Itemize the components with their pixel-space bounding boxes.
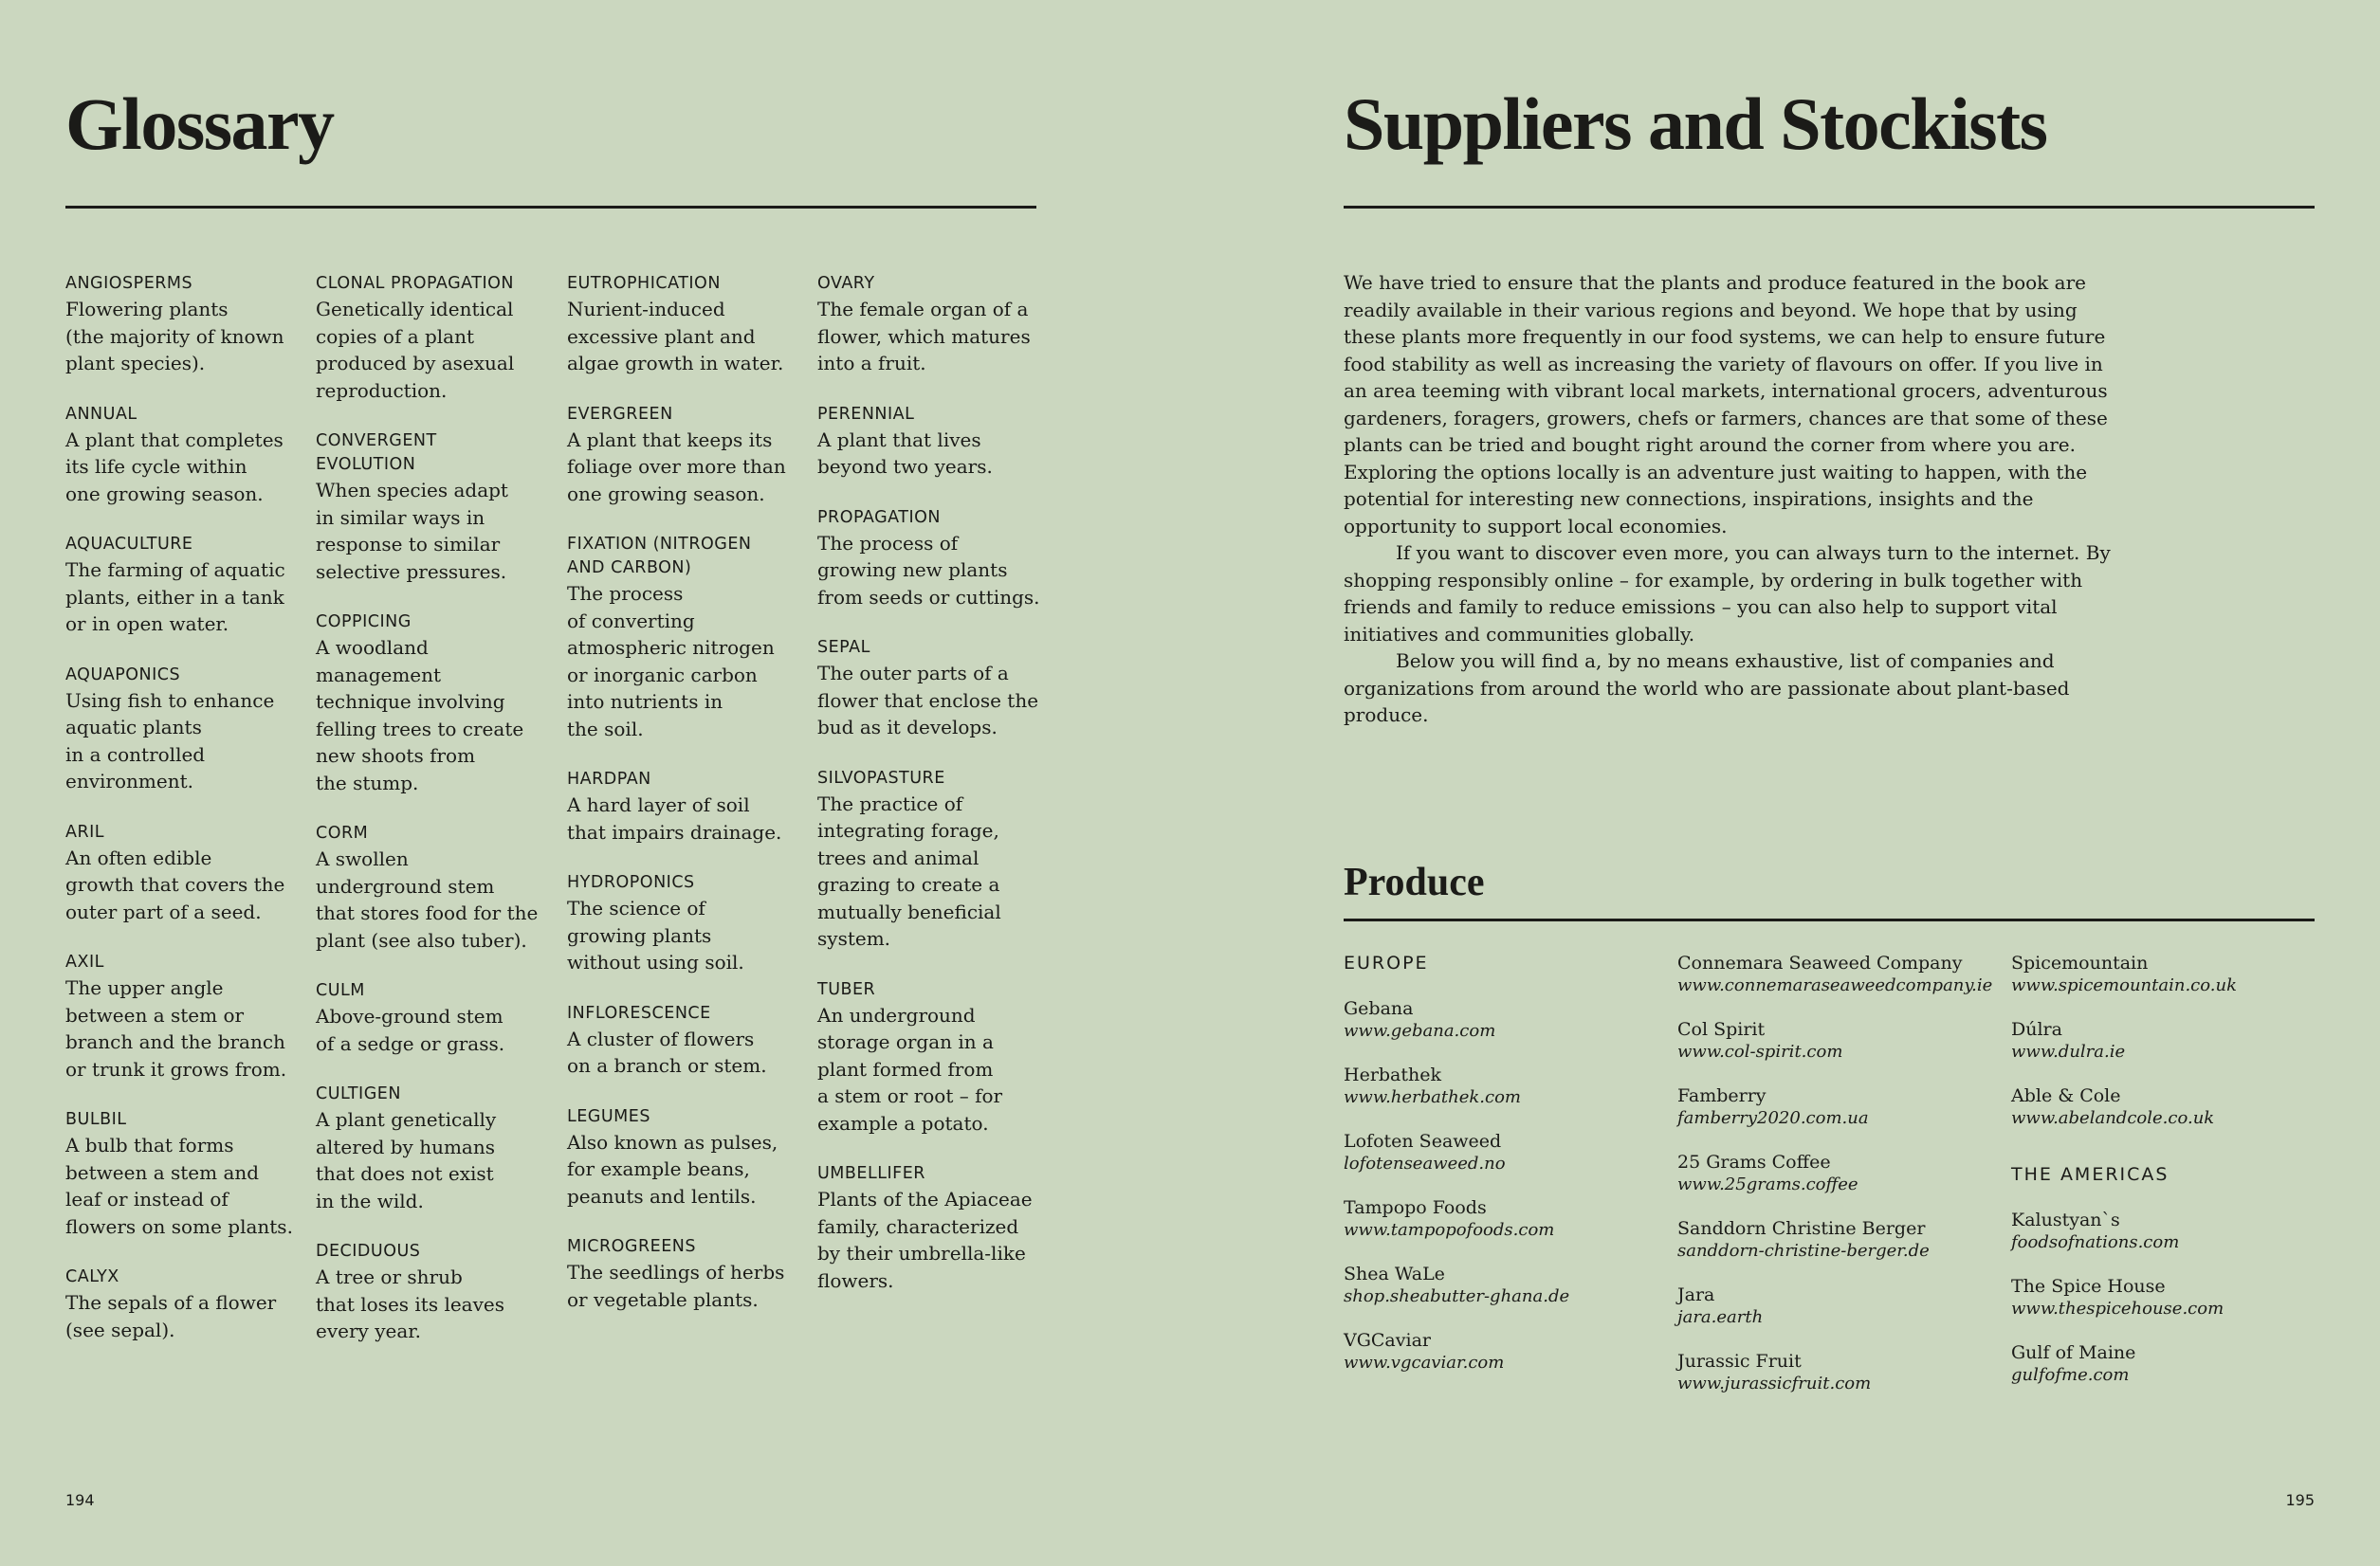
glossary-column-3 [567,272,804,1338]
supplier-entry [1344,1064,1666,1108]
supplier-name: Connemara Seaweed Company [1677,953,1963,974]
glossary-column-1 [65,272,302,1369]
glossary-definition: A woodland management technique involving felling trees to create new shoots from the stump. [316,636,524,794]
supplier-url[interactable]: www.spicemountain.co.uk [2011,975,2238,995]
glossary-term: ANNUAL [65,404,137,424]
glossary-term: AQUACULTURE [65,535,193,554]
glossary-term: AXIL [65,953,104,972]
glossary-entry [567,403,804,508]
glossary-definition: The outer parts of a flower that enclose the bud as it develops. [817,662,1039,738]
glossary-entry [567,272,804,377]
supplier-url[interactable]: www.25grams.coffee [1677,1174,1858,1194]
glossary-entry [817,506,1054,611]
glossary-term: CULTIGEN [316,1084,401,1103]
glossary-definition: The practice of integrating forage, trees and animal grazing to create a mutually beneficial system. [817,792,1001,950]
glossary-title: Glossary [65,82,334,165]
glossary-definition: A plant that lives beyond two years. [817,428,993,478]
supplier-name: Shea WaLe [1344,1264,1445,1284]
produce-rule [1344,919,2315,921]
glossary-term: MICROGREENS [567,1237,696,1256]
glossary-term: PERENNIAL [817,404,915,424]
glossary-entry [316,979,553,1057]
supplier-url[interactable]: famberry2020.com.ua [1677,1108,1869,1128]
glossary-definition: Also known as pulses, for example beans, peanuts and lentils. [567,1130,778,1208]
glossary-term: DECIDUOUS [316,1242,421,1261]
glossary-term: CALYX [65,1267,119,1286]
supplier-entry [1677,1018,2000,1063]
supplier-list-3-europe [2011,952,2334,1129]
glossary-entry [817,767,1054,953]
region-americas-label: THE AMERICAS [2011,1164,2169,1185]
glossary-term: SILVOPASTURE [817,768,945,788]
supplier-name: Sanddorn Christine Berger [1677,1218,1926,1239]
glossary-entry [567,533,804,742]
page-number-left: 194 [65,1491,95,1509]
supplier-entry [1677,1350,2000,1394]
right-page [1190,0,2380,1566]
glossary-term: BULBIL [65,1110,127,1129]
intro-paragraph-3: Below you will find a, by no means exhaustive, list of companies and organizations from around the world who are passionate about plant-based produce. [1344,649,2070,726]
supplier-name: Able & Cole [2011,1085,2121,1106]
glossary-entry [65,1266,302,1343]
glossary-entry [65,403,302,508]
glossary-entry [817,978,1054,1138]
supplier-entry [1344,1263,1666,1307]
supplier-url[interactable]: foodsofnations.com [2011,1232,2180,1252]
supplier-entry [2011,1084,2334,1129]
supplier-url[interactable]: gulfofme.com [2011,1365,2130,1385]
glossary-rule [65,206,1036,209]
supplier-entry [2011,952,2334,996]
supplier-name: Gulf of Maine [2011,1342,2136,1363]
supplier-url[interactable]: www.herbathek.com [1344,1087,1522,1107]
glossary-term: EUTROPHICATION [567,274,721,293]
glossary-entry [817,272,1054,377]
supplier-name: Jurassic Fruit [1677,1351,1802,1372]
supplier-url[interactable]: shop.sheabutter-ghana.de [1344,1286,1570,1306]
glossary-definition: Genetically identical copies of a plant produced by asexual reproduction. [316,298,515,402]
supplier-name: Kalustyan`s [2011,1210,2120,1230]
glossary-entry [567,871,804,976]
supplier-url[interactable]: www.jurassicfruit.com [1677,1374,1872,1393]
supplier-url[interactable]: www.vgcaviar.com [1344,1353,1505,1373]
supplier-name: Lofoten Seaweed [1344,1131,1502,1152]
glossary-definition: An underground storage organ in a plant formed from a stem or root – for example a potato. [817,1003,1003,1135]
glossary-term: CLONAL PROPAGATION [316,274,514,293]
glossary-definition: Above-ground stem of a sedge or grass. [316,1005,505,1055]
supplier-entry [1677,952,2000,996]
supplier-url[interactable]: sanddorn-christine-berger.de [1677,1241,1930,1261]
supplier-url[interactable]: www.abelandcole.co.uk [2011,1108,2215,1128]
suppliers-title: Suppliers and Stockists [1344,82,2047,165]
supplier-entry [1344,1329,1666,1374]
glossary-term: AQUAPONICS [65,665,181,684]
supplier-entry [1344,1130,1666,1174]
glossary-term: INFLORESCENCE [567,1003,711,1023]
glossary-definition: A plant genetically altered by humans that does not exist in the wild. [316,1108,497,1212]
glossary-term: SEPAL [817,638,870,657]
glossary-term: HARDPAN [567,770,651,789]
supplier-entry [1344,1196,1666,1241]
glossary-entry [316,429,553,585]
supplier-url[interactable]: www.col-spirit.com [1677,1042,1843,1062]
glossary-definition: A hard layer of soil that impairs drainage. [567,793,782,844]
glossary-term: CONVERGENT EVOLUTION [316,431,437,474]
suppliers-rule [1344,206,2315,209]
supplier-name: Gebana [1344,998,1414,1019]
supplier-entry [2011,1275,2334,1320]
supplier-url[interactable]: www.dulra.ie [2011,1042,2126,1062]
produce-heading: Produce [1344,861,1485,904]
glossary-entry [817,403,1054,481]
glossary-term: OVARY [817,274,875,293]
glossary-term: HYDROPONICS [567,873,695,892]
intro-paragraph-1: We have tried to ensure that the plants and produce featured in the book are readily available in their various regions and beyond. We hope that by using these plants more frequently in our food systems, we can help to ensure future food stability as well as increasing the variety of flavours on offer. If you live in an area teeming with vibrant local markets, international grocers, adventurous gardeners, foragers, growers, chefs or farmers, chances are that some of these plants can be tried and bought right around the corner from where you are. Exploring the options locally is an adventure just waiting to happen, with the potential for interesting new connections, inspirations, insights and the opportunity to support local economies. [1344,271,2108,537]
glossary-entry [567,1105,804,1211]
supplier-url[interactable]: www.tampopofoods.com [1344,1220,1555,1240]
glossary-definition: Using fish to enhance aquatic plants in a controlled environment. [65,688,275,792]
glossary-definition: Flowering plants (the majority of known plant species). [65,298,284,374]
supplier-entry [1677,1084,2000,1129]
glossary-definition: The female organ of a flower, which matures into a fruit. [817,298,1031,374]
supplier-column-3 [2011,952,2334,1408]
glossary-term: TUBER [817,979,876,999]
glossary-definition: The process of growing new plants from seeds or cuttings. [817,531,1040,609]
glossary-definition: The farming of aquatic plants, either in a tank or in open water. [65,558,285,635]
supplier-url[interactable]: lofotenseaweed.no [1344,1154,1506,1174]
supplier-entry [2011,1209,2334,1253]
glossary-definition: The process of converting atmospheric nitrogen or inorganic carbon into nutrients in the soil. [567,582,775,740]
glossary-column-2 [316,272,553,1371]
glossary-term: CULM [316,981,365,1000]
glossary-entry [316,272,553,404]
supplier-url[interactable]: www.gebana.com [1344,1021,1496,1041]
glossary-entry [65,1108,302,1240]
glossary-entry [316,822,553,954]
supplier-name: Spicemountain [2011,953,2149,974]
supplier-name: Col Spirit [1677,1019,1766,1040]
glossary-term: ANGIOSPERMS [65,274,193,293]
supplier-name: The Spice House [2011,1276,2166,1297]
supplier-name: Tampopo Foods [1344,1197,1487,1218]
glossary-definition: The seedlings of herbs or vegetable plants. [567,1261,785,1311]
glossary-entry [65,272,302,377]
glossary-term: COPPICING [316,612,412,631]
glossary-definition: A bulb that forms between a stem and leaf or instead of flowers on some plants. [65,1134,293,1238]
glossary-term: EVERGREEN [567,404,673,424]
glossary-definition: The science of growing plants without using soil. [567,897,744,974]
glossary-definition: When species adapt in similar ways in response to similar selective pressures. [316,479,508,583]
supplier-name: VGCaviar [1344,1330,1431,1351]
glossary-definition: A cluster of flowers on a branch or stem. [567,1027,767,1077]
supplier-entry [1677,1284,2000,1328]
glossary-definition: A tree or shrub that loses its leaves every year. [316,1266,505,1342]
glossary-entry [567,768,804,846]
supplier-list-3-americas [2011,1209,2334,1386]
region-europe-label: EUROPE [1344,953,1429,974]
glossary-term: FIXATION (NITROGEN AND CARBON) [567,535,752,577]
supplier-name: Herbathek [1344,1065,1442,1085]
glossary-entry [567,1002,804,1080]
supplier-url[interactable]: www.thespicehouse.com [2011,1299,2224,1319]
glossary-entry [65,821,302,926]
supplier-name: Dúlra [2011,1019,2062,1040]
supplier-url[interactable]: jara.earth [1677,1307,1764,1327]
glossary-entry [65,533,302,638]
glossary-definition: A plant that keeps its foliage over more than one growing season. [567,428,786,505]
glossary-term: CORM [316,824,369,843]
supplier-entry [1344,997,1666,1042]
glossary-entry [817,1162,1054,1294]
supplier-name: 25 Grams Coffee [1677,1152,1831,1173]
glossary-term: ARIL [65,822,105,842]
supplier-name: Famberry [1677,1085,1767,1106]
supplier-column-2 [1677,952,2000,1416]
supplier-entry [2011,1341,2334,1386]
glossary-term: UMBELLIFER [817,1164,925,1183]
glossary-entry [316,1240,553,1345]
glossary-definition: The sepals of a flower (see sepal). [65,1291,277,1341]
supplier-column-1 [1344,952,1666,1395]
glossary-definition: An often edible growth that covers the outer part of a seed. [65,846,285,923]
glossary-entry [316,610,553,796]
glossary-definition: The upper angle between a stem or branch and the branch or trunk it grows from. [65,976,287,1081]
suppliers-intro [1344,269,2121,729]
page-number-right: 195 [2285,1491,2315,1509]
glossary-term: LEGUMES [567,1106,650,1126]
glossary-definition: A plant that completes its life cycle within one growing season. [65,428,284,505]
supplier-list-2 [1677,952,2000,1394]
glossary-definition: Plants of the Apiaceae family, characterized by their umbrella-like flowers. [817,1188,1033,1292]
supplier-name: Jara [1677,1284,1715,1305]
supplier-entry [1677,1151,2000,1195]
glossary-term: PROPAGATION [817,507,941,527]
supplier-list-1 [1344,997,1666,1374]
glossary-entry [567,1235,804,1313]
glossary-definition: Nurient-induced excessive plant and algae growth in water. [567,298,784,374]
glossary-entry [817,636,1054,741]
supplier-url[interactable]: www.connemaraseaweedcompany.ie [1677,975,1993,995]
supplier-entry [2011,1018,2334,1063]
intro-paragraph-2: If you want to discover even more, you can always turn to the internet. By shopping responsibly online – for example, by ordering in bulk together with friends and family to reduce emissions – you can also help to support vital initiatives and communities globally. [1344,541,2111,646]
glossary-entry [316,1083,553,1214]
glossary-definition: A swollen underground stem that stores food for the plant (see also tuber). [316,847,539,952]
supplier-entry [1677,1217,2000,1262]
glossary-entry [65,664,302,795]
glossary-column-4 [817,272,1054,1320]
glossary-entry [65,951,302,1083]
